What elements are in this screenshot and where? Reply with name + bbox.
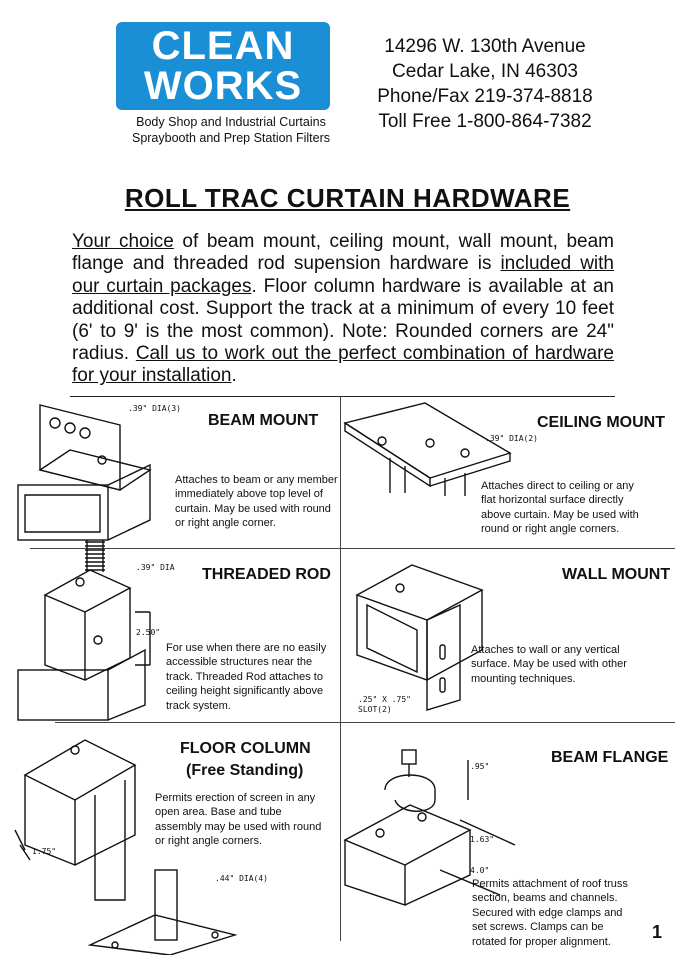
intro-underline-1: Your choice bbox=[72, 231, 174, 252]
wall-mount-dim-1: .25" X .75" bbox=[358, 695, 411, 704]
intro-underline-3: Call us to work out the perfect combination of hardware for your installation bbox=[72, 343, 614, 387]
beam-mount-drawing bbox=[10, 400, 170, 550]
intro-text-2: . Floor column hardware is available at an additional cost. Support the track at a minimum of every 10 feet (6' to 9' is the most common). Note: Rounded corners are 24" radius. bbox=[72, 275, 614, 365]
address-line-2: Cedar Lake, IN 46303 bbox=[392, 61, 578, 82]
tagline-line-2: Spraybooth and Prep Station Filters bbox=[131, 131, 331, 145]
phone-fax: Phone/Fax 219-374-8818 bbox=[377, 86, 593, 107]
header-divider bbox=[70, 396, 615, 397]
beam-mount-title: BEAM MOUNT bbox=[208, 412, 319, 429]
wall-mount-desc: Attaches to wall or any vertical surface. May be used with other mounting techniques. bbox=[471, 644, 627, 685]
beam-flange-dim-3: 4.0" bbox=[470, 866, 490, 875]
ceiling-mount-title: CEILING MOUNT bbox=[537, 414, 665, 431]
logo-line-1: CLEAN bbox=[151, 24, 295, 68]
tagline bbox=[100, 114, 362, 146]
beam-flange-dim-1: .95" bbox=[470, 762, 490, 771]
toll-free: Toll Free 1-800-864-7382 bbox=[378, 111, 592, 132]
threaded-rod-desc: For use when there are no easily accessible structures near the track. Threaded Rod attaches to ceiling height significantly above track system. bbox=[166, 642, 327, 712]
beam-flange-dim-2: 1.63" bbox=[470, 835, 495, 844]
floor-column-dim-2: .44" DIA(4) bbox=[215, 874, 268, 883]
clean-works-logo bbox=[116, 22, 330, 110]
floor-column-desc: Permits erection of screen in any open area. Base and tube assembly may be used with round or right angle corners. bbox=[155, 792, 322, 848]
threaded-rod-dim-2: 2.50" bbox=[136, 628, 161, 637]
intro-underline-2: included with our curtain packages bbox=[72, 253, 614, 297]
wall-mount-title: WALL MOUNT bbox=[562, 566, 671, 583]
wall-mount-drawing bbox=[352, 560, 482, 710]
wall-mount-dim-2: SLOT(2) bbox=[358, 705, 392, 714]
beam-flange-title: BEAM FLANGE bbox=[551, 749, 669, 766]
floor-column-dim-1: 1.75" bbox=[32, 847, 57, 856]
beam-mount-dim: .39" DIA(3) bbox=[128, 404, 181, 413]
intro-text-1: of beam mount, ceiling mount, wall mount, beam flange and threaded rod supension hardware is bbox=[72, 231, 615, 275]
threaded-rod-title: THREADED ROD bbox=[202, 566, 331, 583]
page-title: ROLL TRAC CURTAIN HARDWARE bbox=[124, 183, 571, 213]
address-line-1: 14296 W. 130th Avenue bbox=[384, 36, 586, 57]
tagline-line-1: Body Shop and Industrial Curtains bbox=[136, 115, 326, 129]
logo-line-2: WORKS bbox=[143, 64, 303, 108]
intro-paragraph: Your choice of beam mount, ceiling mount, wall mount, beam flange and threaded rod supension hardware is included with our curtain packages. Floor column hardware is available at an additional cost. Support the track at a minimum of every 10 feet (6' to 9' is the most common). Note: Rounded corners are 24" radius. Call us to work out the perfect combination of hardware for your installation. bbox=[72, 231, 615, 387]
ceiling-mount-dim: .39" DIA(2) bbox=[485, 434, 538, 443]
threaded-rod-dim-1: .39" DIA bbox=[136, 563, 175, 572]
contact-block bbox=[360, 34, 610, 134]
page-number: 1 bbox=[652, 922, 663, 942]
beam-flange-desc: Permits attachment of roof truss section, beams and channels. Secured with edge clamps and set screws. Clamps can be rotated for proper alignment. bbox=[472, 878, 628, 948]
ceiling-mount-desc: Attaches direct to ceiling or any flat horizontal surface directly above curtain. May be used with round or right angle corners. bbox=[481, 480, 639, 536]
beam-mount-desc: Attaches to beam or any member immediately above top level of curtain. May be used with round or right angle corner. bbox=[175, 474, 338, 530]
floor-column-title: FLOOR COLUMN bbox=[180, 740, 311, 757]
floor-column-subtitle: (Free Standing) bbox=[186, 762, 304, 779]
